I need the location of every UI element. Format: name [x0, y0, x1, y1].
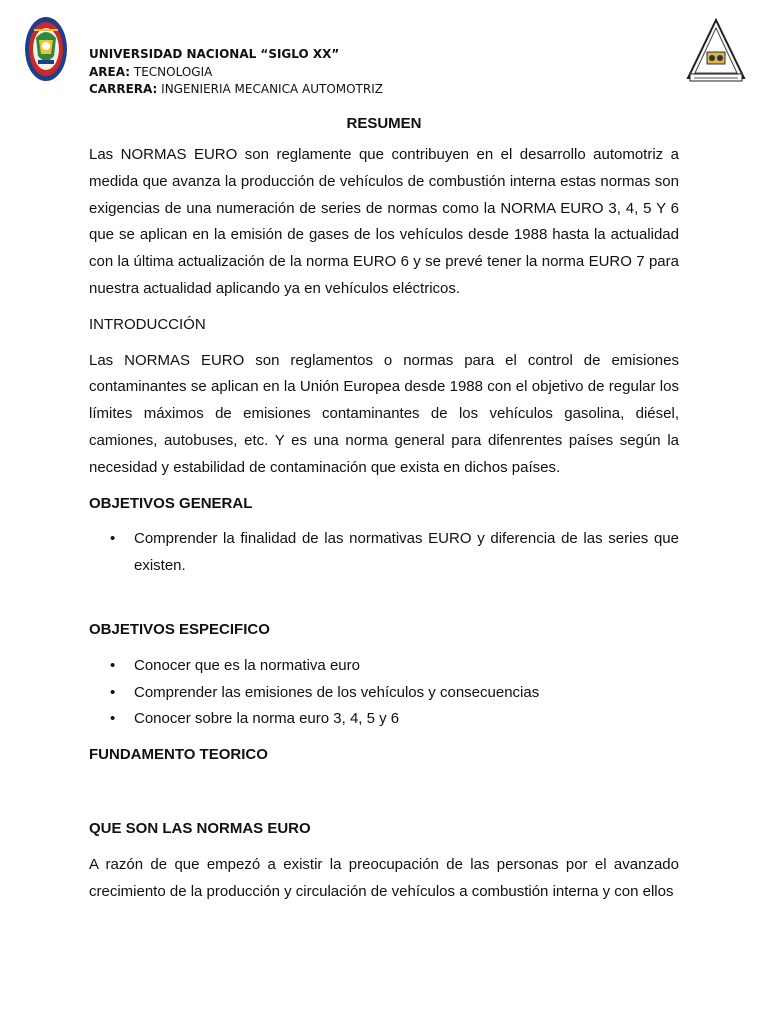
objetivos-general-title: OBJETIVOS GENERAL — [89, 494, 253, 512]
department-triangle-logo — [686, 18, 746, 84]
list-item: • Comprender la finalidad de las normativas EURO y diferencia de las series que existen. — [134, 526, 679, 580]
objetivos-especifico-title: OBJETIVOS ESPECIFICO — [89, 620, 270, 638]
resumen-paragraph: Las NORMAS EURO son reglamente que contribuyen en el desarrollo automotriz a medida que avanza la producción de vehículos de combustión interna estas normas son exigencias de una numeración de series de normas como la NORMA EURO 3, 4, 5 Y 6 que se aplican en la emisión de gases de los vehículos desde 1988 hasta la actualidad con la última actualización de la norma EURO 6 y se prevé tener la norma EURO 7 para nuestra actualidad aplicando ya en vehículos eléctricos. — [89, 146, 679, 297]
resumen-title: RESUMEN — [346, 115, 422, 132]
list-item: • Comprender las emisiones de los vehículos y consecuencias — [134, 680, 679, 707]
document-body — [89, 112, 679, 914]
objetivos-especifico-list — [89, 653, 679, 733]
document-header — [89, 46, 383, 99]
introduccion-paragraph: Las NORMAS EURO son reglamentos o normas para el control de emisiones contaminantes se aplican en la Unión Europea desde 1988 con el objetivo de regular los límites máximos de emisiones contaminantes de los vehículos gasolina, diésel, camiones, autobuses, etc. Y es una norma general para difenrentes países según la necesidad y estabilidad de contaminación que exista en dichos países. — [89, 351, 679, 476]
normas-euro-title: QUE SON LAS NORMAS EURO — [89, 819, 311, 837]
university-seal-logo — [24, 16, 68, 82]
area-line: AREA: TECNOLOGIA — [89, 64, 213, 79]
fundamento-teorico-title: FUNDAMENTO TEORICO — [89, 746, 268, 764]
university-name: UNIVERSIDAD NACIONAL “SIGLO XX” — [89, 47, 340, 61]
objetivos-general-list — [89, 526, 679, 580]
career-line: CARRERA: INGENIERIA MECANICA AUTOMOTRIZ — [89, 82, 383, 96]
list-item: • Conocer sobre la norma euro 3, 4, 5 y 6 — [134, 706, 679, 733]
normas-euro-paragraph: A razón de que empezó a existir la preocupación de las personas por el avanzado crecimiento de la producción y circulación de vehículos a combustión interna y con ellos — [89, 855, 679, 900]
list-item: • Conocer que es la normativa euro — [134, 653, 679, 680]
introduccion-title: INTRODUCCIÓN — [89, 315, 206, 333]
